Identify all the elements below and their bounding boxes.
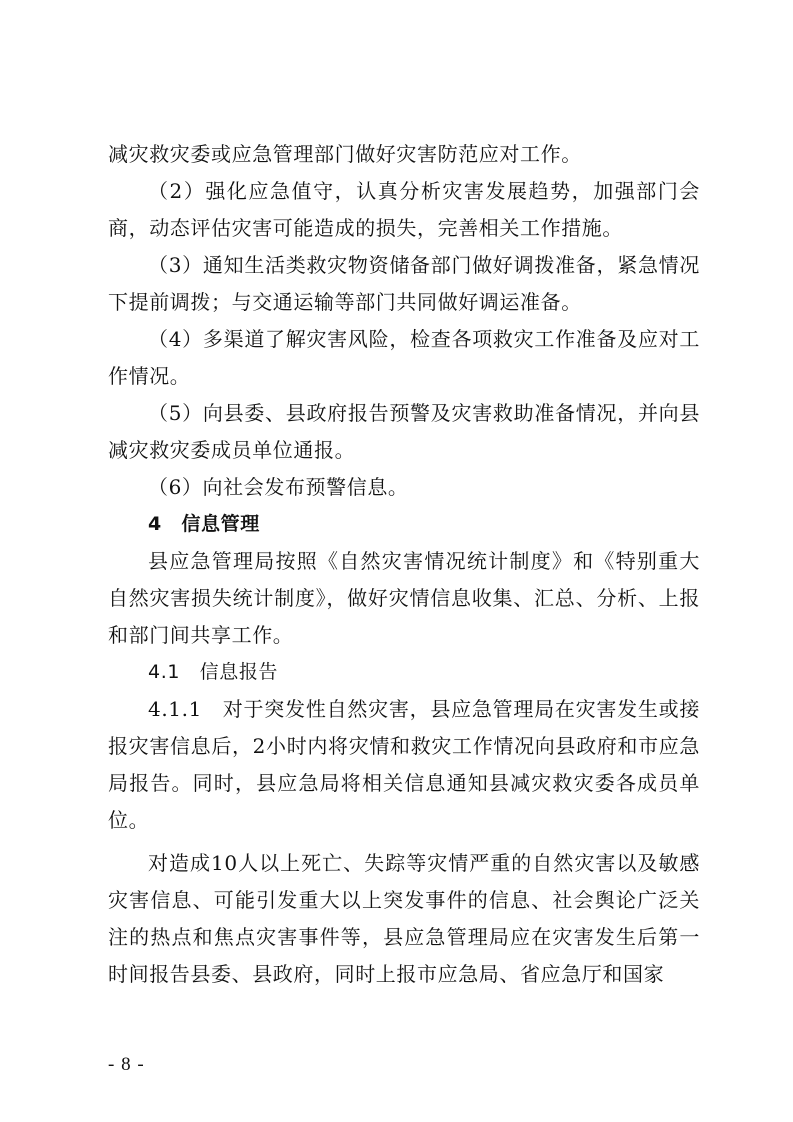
subsection-heading: 4.1 信息报告: [148, 661, 279, 683]
paragraph-item-6: （6）向社会发布预警信息。: [148, 475, 409, 499]
paragraph-item-3: （3）通知生活类救灾物资储备部门做好调拨准备，紧急情况下提前调拨；与交通运输等部门共同做好调运准备。: [108, 253, 700, 314]
paragraph-major-disaster: 对造成10人以上死亡、失踪等灾情严重的自然灾害以及敏感灾害信息、可能引发重大以上突发事件的信息、社会舆论广泛关注的热点和焦点灾害事件等，县应急管理局应在灾害发生后第一时间报告县委、县政府，同时上报市应急局、省应急厅和国家: [108, 851, 700, 986]
document-body: [108, 136, 700, 993]
section-heading: 4 信息管理: [148, 513, 260, 535]
paragraph-continued: 减灾救灾委或应急管理部门做好灾害防范应对工作。: [108, 142, 582, 166]
paragraph-item-4: （4）多渠道了解灾害风险，检查各项救灾工作准备及应对工作情况。: [108, 327, 700, 388]
paragraph-item-2: （2）强化应急值守，认真分析灾害发展趋势，加强部门会商，动态评估灾害可能造成的损失，完善相关工作措施。: [108, 179, 700, 240]
paragraph-item-5: （5）向县委、县政府报告预警及灾害救助准备情况，并向县减灾救灾委成员单位通报。: [108, 401, 700, 462]
paragraph-section-intro: 县应急管理局按照《自然灾害情况统计制度》和《特别重大自然灾害损失统计制度》，做好灾情信息收集、汇总、分析、上报和部门间共享工作。: [108, 549, 700, 647]
paragraph-4-1-1: 4.1.1 对于突发性自然灾害，县应急管理局在灾害发生或接报灾害信息后，2小时内将灾情和救灾工作情况向县政府和市应急局报告。同时，县应急局将相关信息通知县减灾救灾委各成员单位。: [108, 697, 700, 832]
page-number: - 8 -: [108, 1054, 145, 1075]
